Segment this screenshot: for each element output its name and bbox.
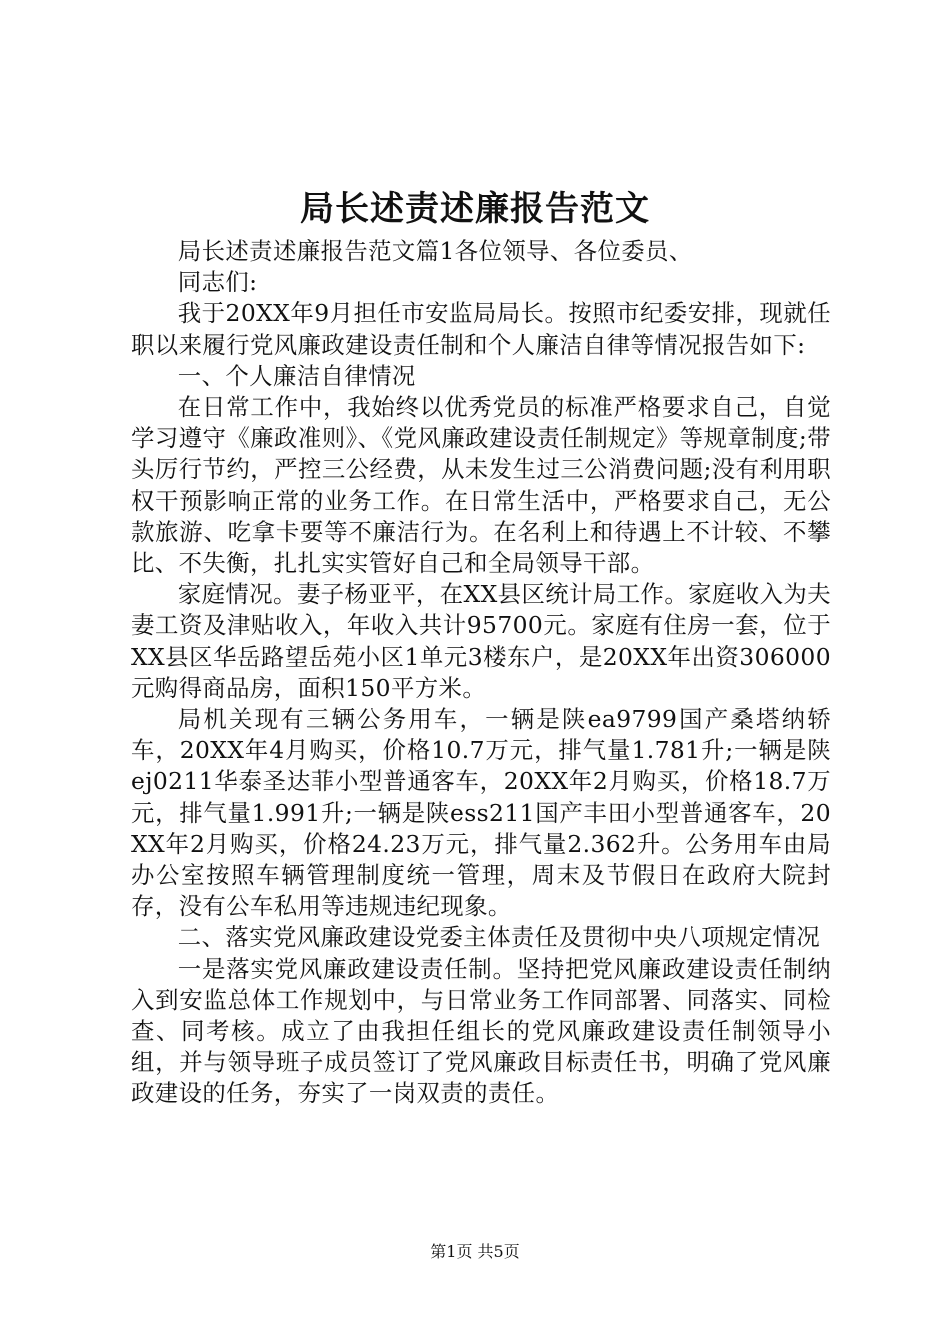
- page-footer: 第1页 共5页: [430, 1242, 520, 1261]
- paragraph-8: 二、落实党风廉政建设党委主体责任及贯彻中央八项规定情况: [177, 923, 821, 952]
- paragraph-6: 家庭情况。妻子杨亚平，在XX县区统计局工作。家庭收入为夫妻工资及津贴收入，年收入共计95700元。家庭有住房一套，位于XX县区华岳路望岳苑小区1单元3楼东户，是20XX年出资306000元购得商品房，面积150平方米。: [131, 580, 831, 702]
- paragraph-2: 同志们:: [177, 268, 258, 297]
- paragraph-1: 局长述责述廉报告范文篇1各位领导、各位委员、: [177, 237, 693, 265]
- paragraph-5: 在日常工作中，我始终以优秀党员的标准严格要求自己，自觉学习遵守《廉政准则》、《党风廉政建设责任制规定》等规章制度;带头厉行节约，严控三公经费，从未发生过三公消费问题;没有利用职权干预影响正常的业务工作。在日常生活中，严格要求自己，无公款旅游、吃拿卡要等不廉洁行为。在名利上和待遇上不计较、不攀比、不失衡，扎扎实实管好自己和全局领导干部。: [131, 393, 831, 578]
- document-body: [131, 236, 831, 1110]
- paragraph-9: 一是落实党风廉政建设责任制。坚持把党风廉政建设责任制纳入到安监总体工作规划中，与日常业务工作同部署、同落实、同检查、同考核。成立了由我担任组长的党风廉政建设责任制领导小组，并与领导班子成员签订了党风廉政目标责任书，明确了党风廉政建设的任务，夯实了一岗双责的责任。: [131, 954, 831, 1108]
- paragraph-3: 我于20XX年9月担任市安监局局长。按照市纪委安排，现就任职以来履行党风廉政建设责任制和个人廉洁自律等情况报告如下:: [131, 299, 831, 359]
- paragraph-4: 一、个人廉洁自律情况: [177, 361, 416, 390]
- document-title: 局长述责述廉报告范文: [300, 189, 650, 229]
- paragraph-7: 局机关现有三辆公务用车，一辆是陕ea9799国产桑塔纳轿车，20XX年4月购买，价格10.7万元，排气量1.781升;一辆是陕ej0211华泰圣达菲小型普通客车，20XX年2月购买，价格18.7万元，排气量1.991升;一辆是陕ess211国产丰田小型普通客车，20XX年2月购买，价格24.23万元，排气量2.362升。公务用车由局办公室按照车辆管理制度统一管理，周末及节假日在政府大院封存，没有公车私用等违规违纪现象。: [131, 705, 831, 921]
